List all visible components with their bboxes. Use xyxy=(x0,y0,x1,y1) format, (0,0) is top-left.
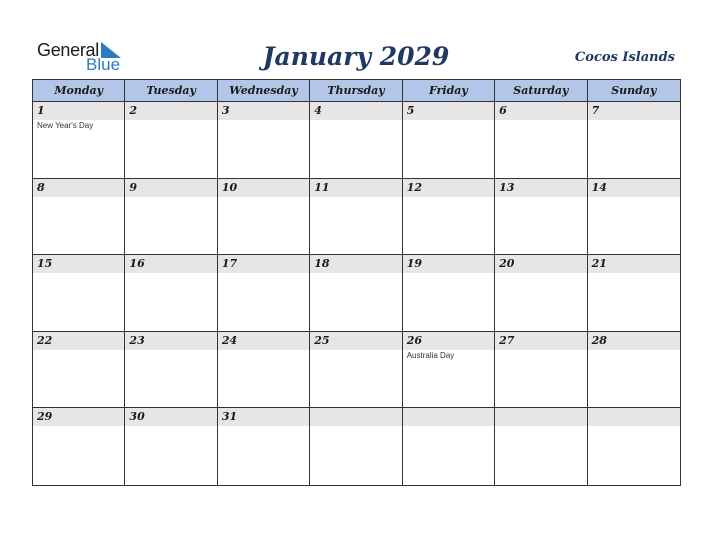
day-number: 11 xyxy=(310,179,401,197)
day-number: 14 xyxy=(588,179,680,197)
weekday-header-thursday: Thursday xyxy=(310,80,402,102)
day-number: 23 xyxy=(125,332,216,350)
day-number: 4 xyxy=(310,102,401,120)
day-cell xyxy=(33,255,125,332)
weekday-header-saturday: Saturday xyxy=(495,80,587,102)
day-cell xyxy=(125,102,217,179)
day-number: 13 xyxy=(495,179,586,197)
day-cell xyxy=(33,332,125,409)
day-number: 7 xyxy=(588,102,680,120)
day-cell xyxy=(403,408,495,485)
day-number: 17 xyxy=(218,255,309,273)
day-cell xyxy=(403,102,495,179)
day-cell xyxy=(495,179,587,256)
calendar-title: January 2029 xyxy=(262,42,450,71)
day-cell xyxy=(125,179,217,256)
day-cell xyxy=(218,102,310,179)
day-number: 21 xyxy=(588,255,680,273)
holiday-label: Australia Day xyxy=(406,350,455,360)
day-number: 28 xyxy=(588,332,680,350)
weekday-header-friday: Friday xyxy=(403,80,495,102)
day-cell xyxy=(310,255,402,332)
day-number xyxy=(495,408,586,426)
day-cell xyxy=(588,179,680,256)
calendar-grid xyxy=(32,79,681,486)
day-cell xyxy=(310,332,402,409)
day-number: 22 xyxy=(33,332,124,350)
day-cell xyxy=(218,179,310,256)
day-number: 8 xyxy=(33,179,124,197)
day-cell xyxy=(125,255,217,332)
day-number: 6 xyxy=(495,102,586,120)
day-number: 20 xyxy=(495,255,586,273)
day-number: 19 xyxy=(403,255,494,273)
day-number: 18 xyxy=(310,255,401,273)
day-cell xyxy=(495,255,587,332)
day-cell xyxy=(403,332,495,409)
day-number: 2 xyxy=(125,102,216,120)
day-number: 9 xyxy=(125,179,216,197)
holiday-label: New Year's Day xyxy=(37,121,94,130)
day-cell xyxy=(310,102,402,179)
day-cell xyxy=(218,408,310,485)
day-cell xyxy=(310,179,402,256)
day-number: 12 xyxy=(403,179,494,197)
day-cell xyxy=(33,102,125,179)
day-number: 26 xyxy=(403,332,494,350)
day-cell xyxy=(588,332,680,409)
day-cell xyxy=(588,408,680,485)
weekday-header-monday: Monday xyxy=(33,80,125,102)
weekday-header-tuesday: Tuesday xyxy=(125,80,217,102)
day-number xyxy=(310,408,401,426)
day-number: 10 xyxy=(218,179,309,197)
day-number xyxy=(588,408,680,426)
day-cell xyxy=(33,179,125,256)
day-number: 27 xyxy=(495,332,586,350)
day-cell xyxy=(495,102,587,179)
day-number: 15 xyxy=(33,255,124,273)
logo-text-blue: Blue xyxy=(86,55,121,74)
day-number: 31 xyxy=(218,408,309,426)
logo-text-general: General xyxy=(37,40,99,60)
weekday-header-sunday: Sunday xyxy=(588,80,680,102)
day-cell xyxy=(495,332,587,409)
day-number: 29 xyxy=(33,408,124,426)
day-cell xyxy=(403,255,495,332)
region-name: Cocos Islands xyxy=(574,50,675,65)
day-number: 5 xyxy=(403,102,494,120)
day-cell xyxy=(495,408,587,485)
day-cell xyxy=(218,332,310,409)
day-number: 16 xyxy=(125,255,216,273)
day-cell xyxy=(125,332,217,409)
day-cell xyxy=(310,408,402,485)
day-number xyxy=(403,408,494,426)
day-cell xyxy=(125,408,217,485)
day-number: 30 xyxy=(125,408,216,426)
day-number: 3 xyxy=(218,102,309,120)
day-number: 25 xyxy=(310,332,401,350)
day-number: 24 xyxy=(218,332,309,350)
day-cell xyxy=(218,255,310,332)
day-cell xyxy=(33,408,125,485)
weekday-header-wednesday: Wednesday xyxy=(218,80,310,102)
day-cell xyxy=(588,102,680,179)
day-cell xyxy=(403,179,495,256)
day-cell xyxy=(588,255,680,332)
day-number: 1 xyxy=(33,102,124,120)
